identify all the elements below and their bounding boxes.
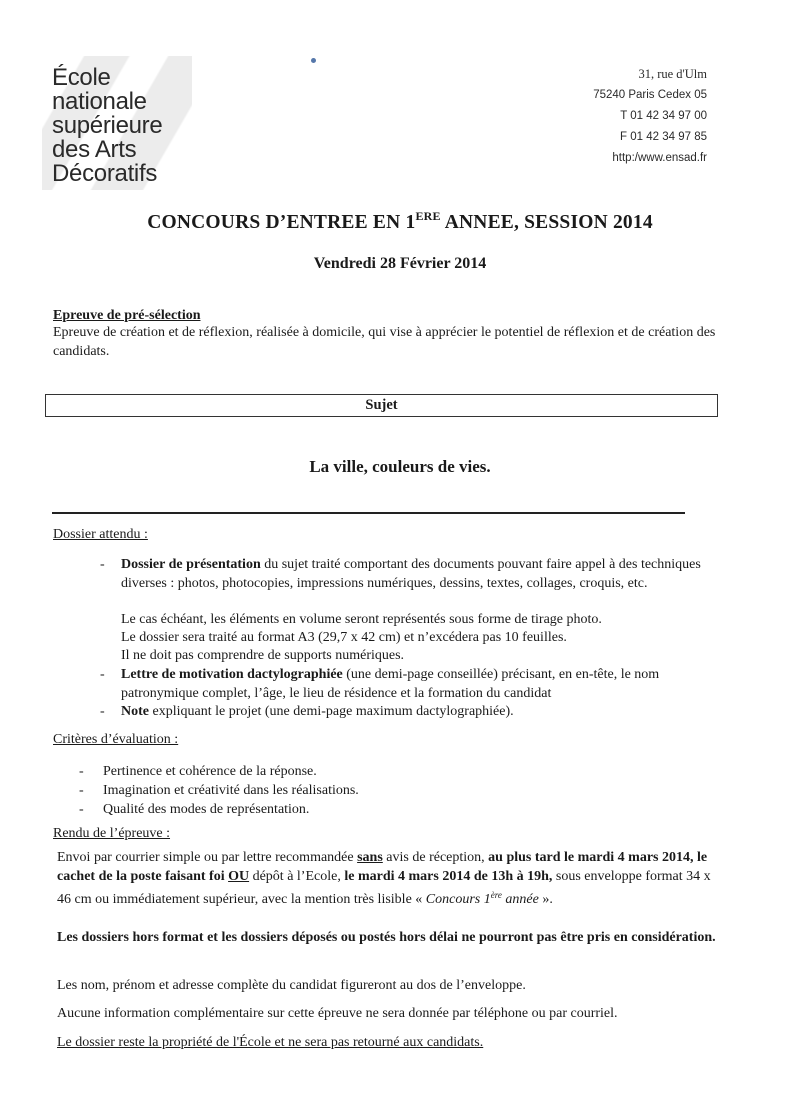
logo-line: supérieure <box>52 112 163 139</box>
address-website: http:/www.ensad.fr <box>612 152 707 164</box>
address-phone: T 01 42 34 97 00 <box>620 110 707 122</box>
rendu-p1-ou: OU <box>228 868 250 884</box>
rendu-p1-c: dépôt à l’Ecole, <box>249 868 345 884</box>
bullet-dash: - <box>79 802 84 817</box>
logo-text <box>52 66 162 186</box>
bullet-dash: - <box>100 557 105 572</box>
rendu-paragraph-3: Les nom, prénom et adresse complète du candidat figureront au dos de l’enveloppe. <box>57 978 526 993</box>
dossier-item1-bold: Dossier de présentation <box>121 557 261 572</box>
dossier-item1-text: du sujet traité comportant des documents pouvant faire appel à des techniques diverses : photos, photocopies, impressions numériques, dessins, textes, collages, croquis, etc. <box>121 557 701 591</box>
rendu-p1-italic2: année <box>501 892 539 907</box>
subject-box: Sujet <box>45 394 718 417</box>
preselection-body: Epreuve de création et de réflexion, réalisée à domicile, qui vise à apprécier le potentiel de réflexion et de création des candidats. <box>53 325 716 359</box>
dossier-heading: Dossier attendu : <box>53 527 148 542</box>
bullet-dash: - <box>100 704 105 719</box>
address-city: 75240 Paris Cedex 05 <box>593 89 707 101</box>
address-street: 31, rue d'Ulm <box>638 67 707 81</box>
criteria-item: Qualité des modes de représentation. <box>103 802 310 817</box>
title-superscript: ERE <box>415 209 441 223</box>
rendu-p1-sans: sans <box>357 850 383 865</box>
dossier-item3-bold: Note <box>121 704 149 719</box>
logo-line: nationale <box>52 88 147 115</box>
dossier-item3-text: expliquant le projet (une demi-page maximum dactylographiée). <box>149 704 514 719</box>
scan-dot-mark <box>311 58 316 63</box>
rendu-p1-bold2: le mardi 4 mars 2014 de 13h à 19h, <box>344 868 553 884</box>
rendu-heading: Rendu de l’épreuve : <box>53 826 171 841</box>
logo-line: École <box>52 64 111 91</box>
title-part2: ANNEE, SESSION 2014 <box>440 212 653 233</box>
school-logo <box>42 52 192 192</box>
rendu-paragraph-4: Aucune information complémentaire sur cette épreuve ne sera donnée par téléphone ou par courriel. <box>57 1006 618 1021</box>
horizontal-rule <box>52 512 685 514</box>
rendu-p1-d: sous enveloppe format 34 x 46 cm ou immédiatement supérieur, avec la mention très lisible « <box>57 868 711 907</box>
address-block <box>593 64 707 169</box>
dossier-item1-line4: Il ne doit pas comprendre de supports numériques. <box>121 648 405 663</box>
criteria-item: Pertinence et cohérence de la réponse. <box>103 764 317 779</box>
dossier-item1-line3: Le dossier sera traité au format A3 (29,7 x 42 cm) et n’excédera pas 10 feuilles. <box>121 630 567 645</box>
dossier-item-presentation <box>121 556 717 593</box>
bullet-dash: - <box>100 667 105 682</box>
preselection-heading: Epreuve de pré-sélection <box>53 308 201 323</box>
rendu-p1-bold1: au plus tard le mardi 4 mars 2014, le cachet de la poste faisant foi <box>57 850 708 884</box>
bullet-dash: - <box>79 783 84 798</box>
rendu-paragraph-2: Les dossiers hors format et les dossiers déposés ou postés hors délai ne pourront pas être pris en considération. <box>57 930 716 945</box>
rendu-p1-italic: Concours 1 <box>425 892 491 907</box>
rendu-p1-b: avis de réception, <box>382 850 489 865</box>
criteria-heading: Critères d’évaluation : <box>53 732 179 747</box>
rendu-paragraph-1 <box>57 849 717 910</box>
bullet-dash: - <box>79 764 84 779</box>
title-part1: CONCOURS D’ENTREE EN 1 <box>147 212 416 233</box>
logo-line: des Arts <box>52 136 137 163</box>
rendu-paragraph-5: Le dossier reste la propriété de l'École et ne sera pas retourné aux candidats. <box>57 1035 484 1050</box>
page-title <box>0 209 800 234</box>
dossier-item-note <box>121 703 717 722</box>
logo-line: Décoratifs <box>52 160 158 187</box>
dossier-item2-bold: Lettre de motivation dactylographiée <box>121 667 343 682</box>
dossier-item-motivation <box>121 666 717 703</box>
rendu-p1-e: ». <box>538 892 553 907</box>
dossier-item1-line2: Le cas échéant, les éléments en volume seront représentés sous forme de tirage photo. <box>121 612 602 627</box>
exam-date: Vendredi 28 Février 2014 <box>313 255 487 272</box>
dossier-item2-text: (une demi-page conseillée) précisant, en en-tête, le nom patronymique complet, l’âge, le lieu de résidence et la formation du candidat <box>121 667 660 701</box>
rendu-p1-a: Envoi par courrier simple ou par lettre recommandée <box>57 850 358 865</box>
subject-theme: La ville, couleurs de vies. <box>309 457 491 476</box>
rendu-p1-italic-sup: ère <box>490 890 502 900</box>
criteria-item: Imagination et créativité dans les réalisations. <box>103 783 359 798</box>
address-fax: F 01 42 34 97 85 <box>620 131 707 143</box>
